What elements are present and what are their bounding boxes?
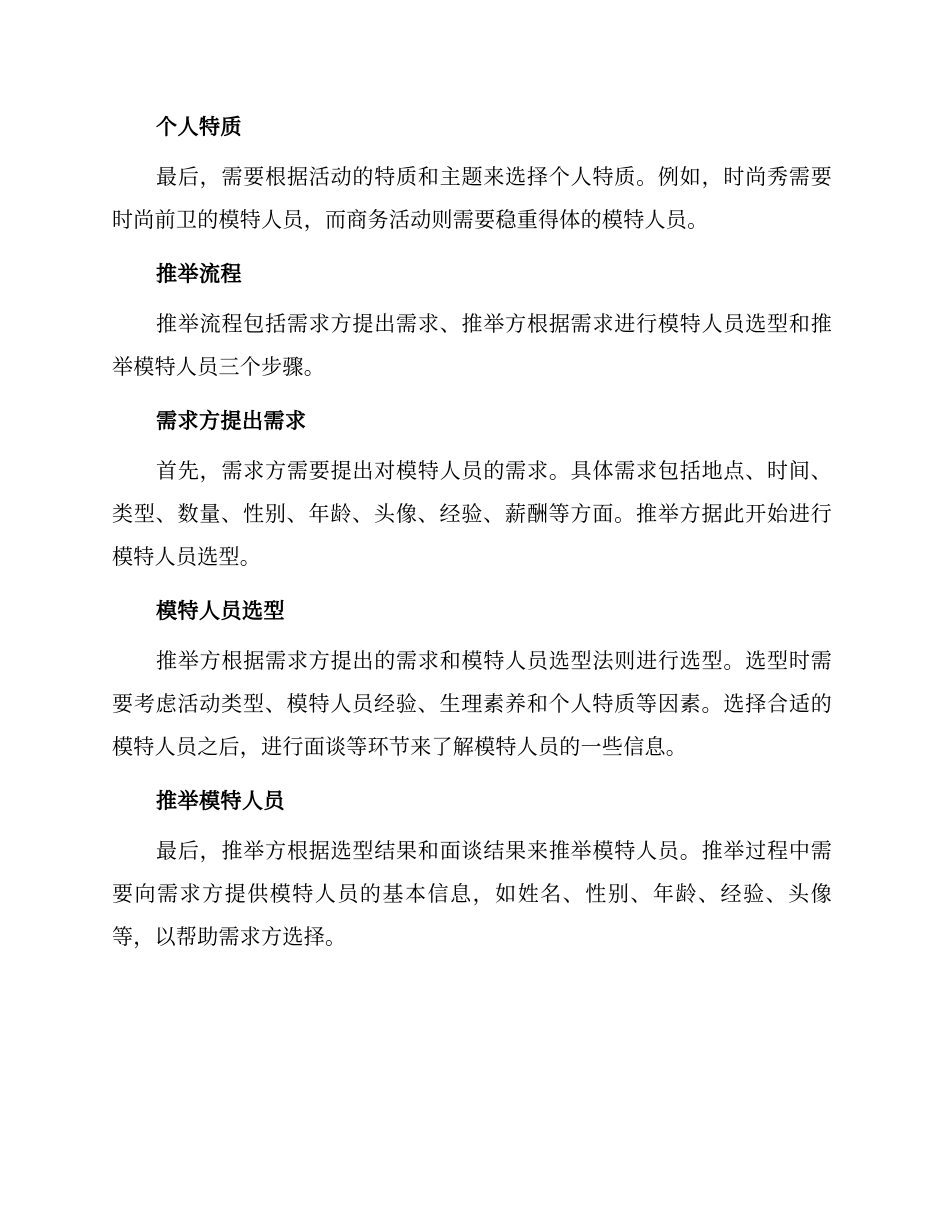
section-paragraph-demand-submission: 首先，需求方需要提出对模特人员的需求。具体需求包括地点、时间、类型、数量、性别、年龄、头像、经验、薪酬等方面。推举方据此开始进行模特人员选型。	[112, 459, 832, 569]
section-paragraph-model-recommendation: 最后，推举方根据选型结果和面谈结果来推举模特人员。推举过程中需要向需求方提供模特人员的基本信息，如姓名、性别、年龄、经验、头像等，以帮助需求方选择。	[112, 839, 832, 949]
section-heading-model-recommendation: 推举模特人员	[156, 789, 285, 813]
section-heading-demand-submission: 需求方提出需求	[156, 409, 307, 433]
section-paragraph-model-selection: 推举方根据需求方提出的需求和模特人员选型法则进行选型。选型时需要考虑活动类型、模特人员经验、生理素养和个人特质等因素。选择合适的模特人员之后，进行面谈等环节来了解模特人员的一些信息。	[112, 649, 832, 759]
section-heading-personal-traits: 个人特质	[156, 115, 242, 139]
document-body	[112, 108, 832, 972]
section-paragraph-recommendation-process: 推举流程包括需求方提出需求、推举方根据需求进行模特人员选型和推举模特人员三个步骤。	[112, 312, 832, 379]
section-heading-model-selection: 模特人员选型	[156, 599, 285, 623]
section-paragraph-personal-traits: 最后，需要根据活动的特质和主题来选择个人特质。例如，时尚秀需要时尚前卫的模特人员，而商务活动则需要稳重得体的模特人员。	[112, 165, 832, 232]
section-heading-recommendation-process: 推举流程	[156, 262, 242, 286]
